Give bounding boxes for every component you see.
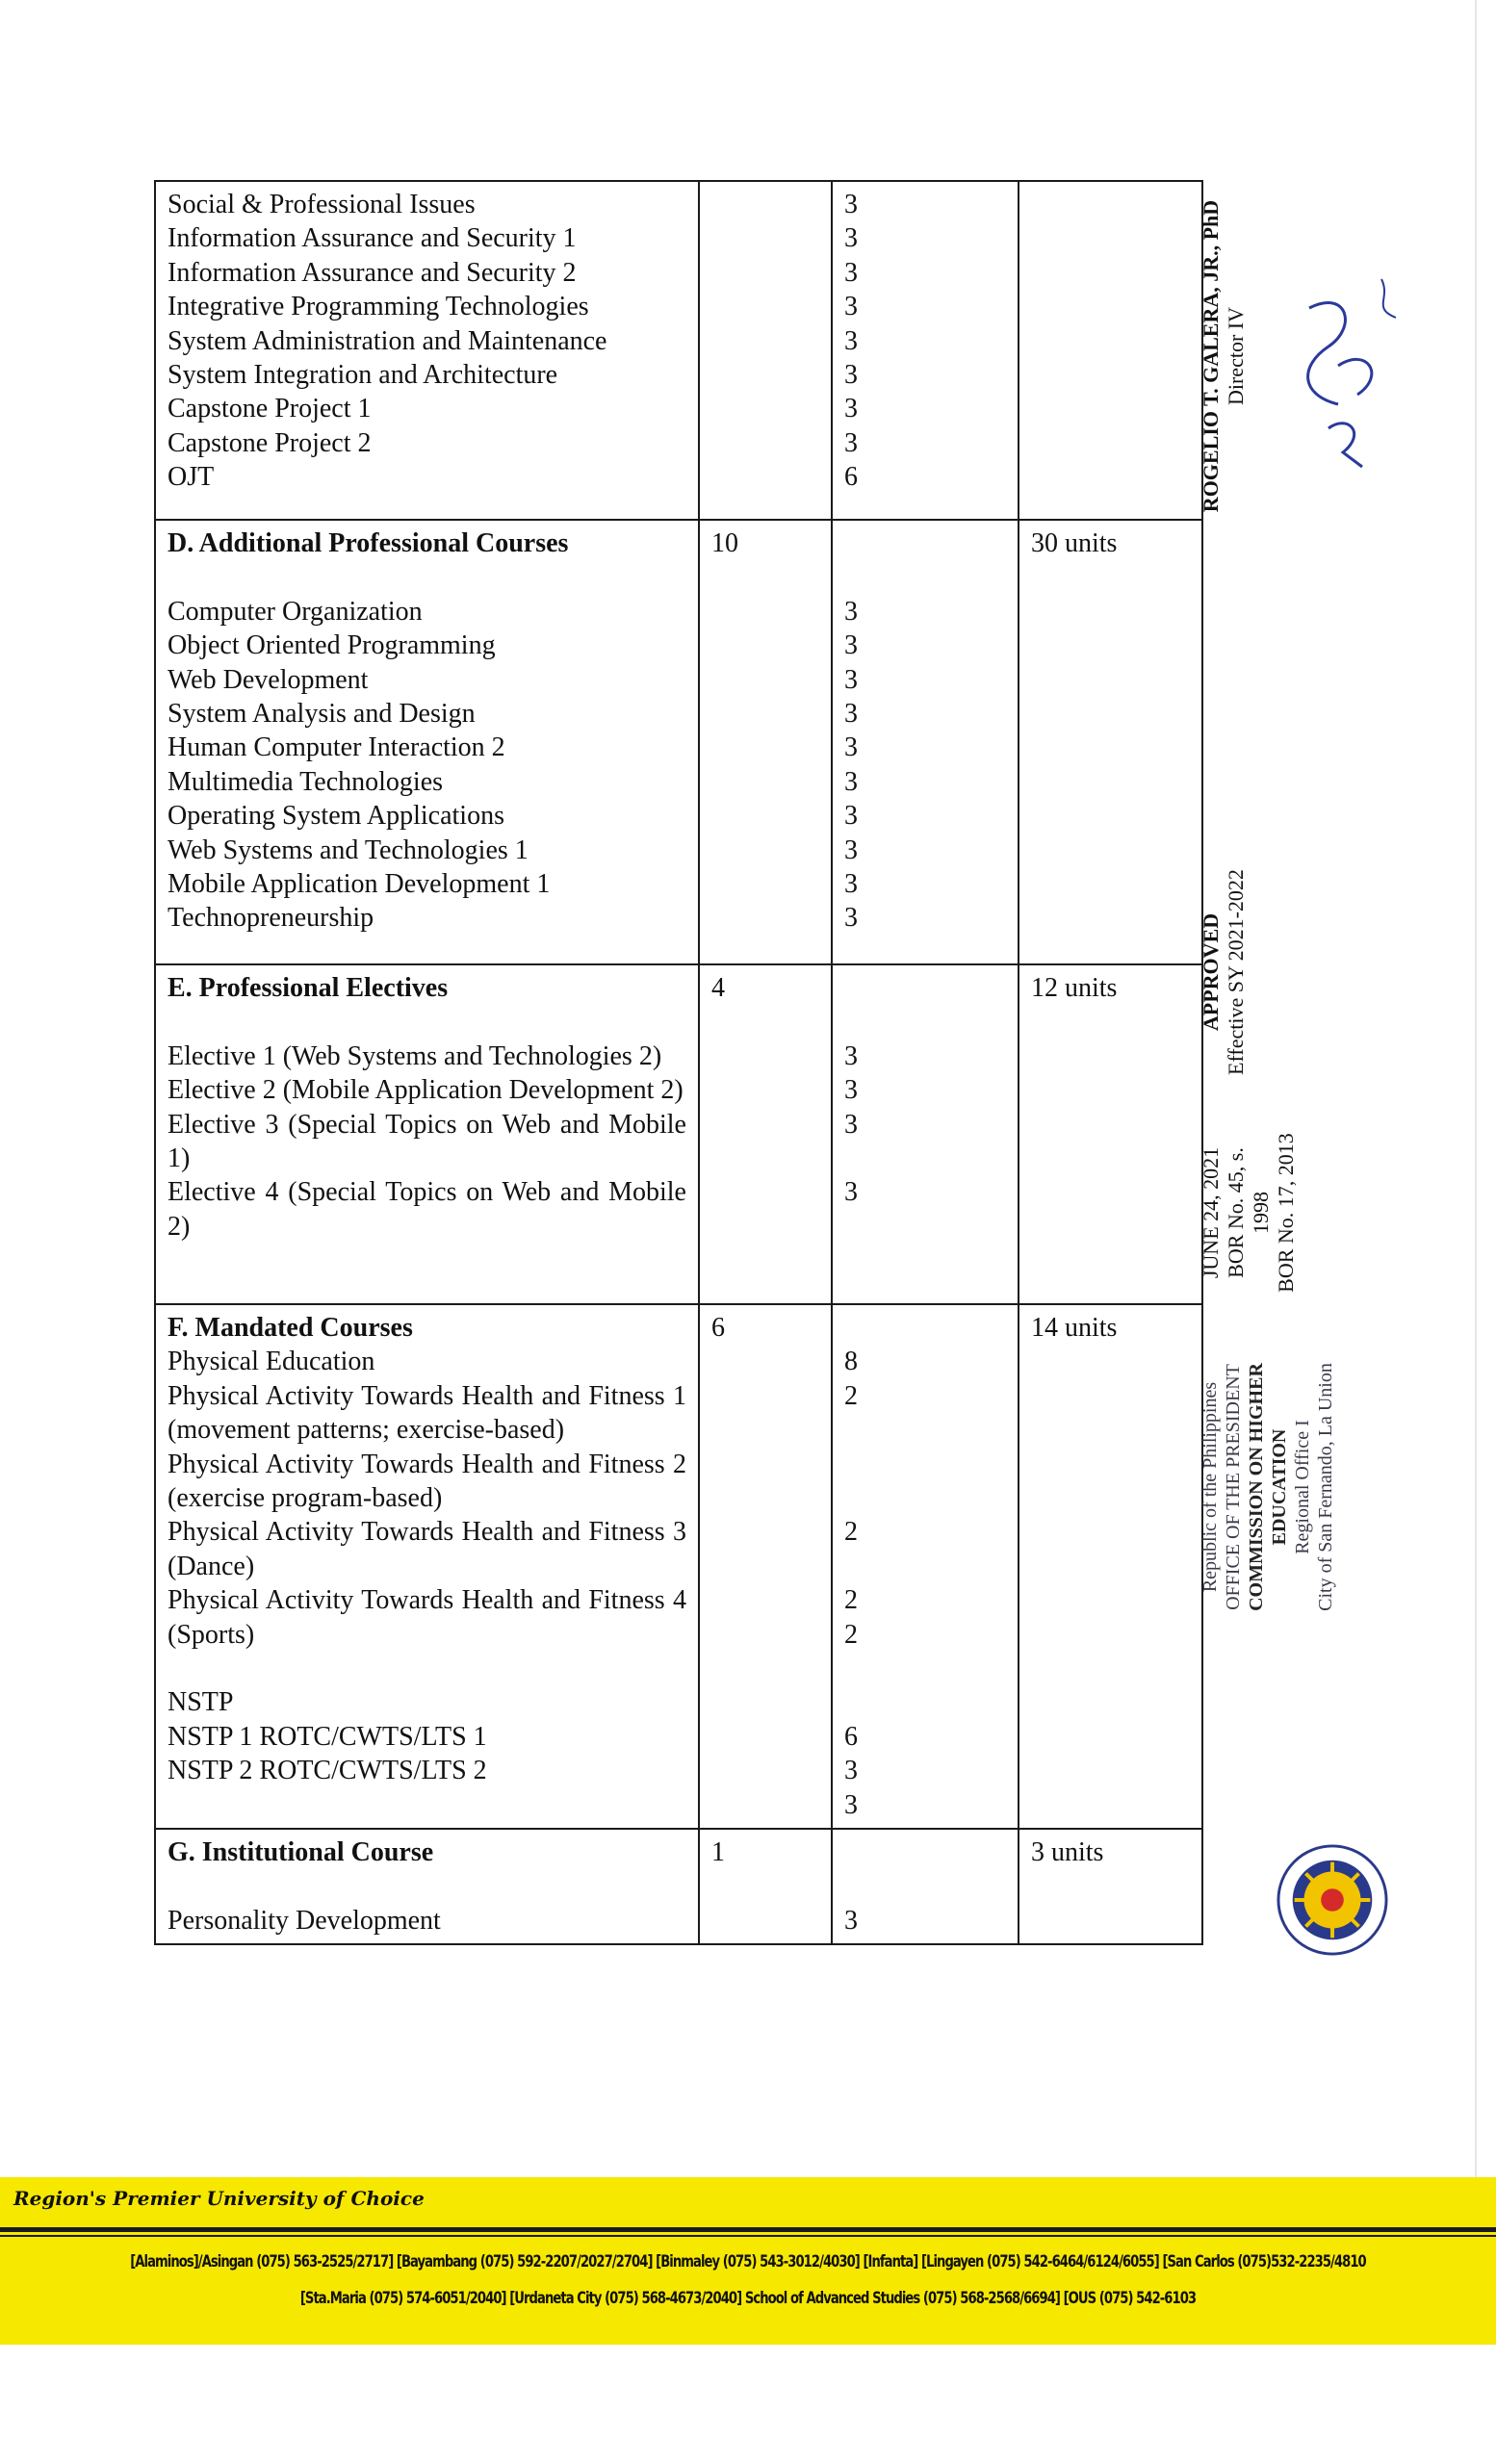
course-name: Physical Activity Towards Health and Fitness 2 (exercise program-based) [168,1449,686,1514]
course-count: 6 [711,1313,725,1343]
director-block [1199,164,1249,549]
ched-office-block [1199,1328,1337,1646]
course-units: 3 [844,190,858,219]
course-units: 2 [844,1380,858,1411]
units-list-c [832,181,1019,520]
footer-divider [0,2227,1496,2232]
course-name: Mobile Application Development 1 [168,869,551,900]
approved-block [1199,828,1337,1116]
course-name: Human Computer Interaction 2 [168,732,505,763]
course-name: Information Assurance and Security 2 [168,257,577,288]
course-name: NSTP 2 ROTC/CWTS/LTS 2 [168,1756,487,1786]
board-resolution-block [1199,1126,1337,1299]
course-count-cell [699,1304,832,1829]
course-name: Physical Activity Towards Health and Fitness 1 (movement patterns; exercise-based) [168,1380,686,1446]
course-units: 3 [844,1040,858,1071]
approval-date: JUNE 24, 2021 [1199,1146,1223,1279]
bor-reference-2: BOR No. 17, 2013 [1274,1133,1298,1293]
course-list-c [155,181,699,520]
course-name: Operating System Applications [168,801,504,832]
director-signature [1290,260,1415,481]
course-count-cell [699,1829,832,1944]
course-name: Elective 3 (Special Topics on Web and Mobile 1) [168,1109,686,1174]
course-name: System Integration and Architecture [168,360,558,391]
course-name: Elective 4 (Special Topics on Web and Mobile 2) [168,1177,686,1242]
course-units: 2 [844,1517,858,1548]
course-name: Personality Development [168,1905,441,1936]
section-heading: D. Additional Professional Courses [168,528,569,558]
course-units: 3 [844,732,858,763]
footer-band [0,2177,1496,2345]
course-name: NSTP 1 ROTC/CWTS/LTS 1 [168,1721,487,1752]
course-name: Capstone Project 2 [168,427,372,458]
city-text: City of San Fernando, La Union [1315,1363,1336,1611]
approval-stamp [1199,199,1353,1646]
director-title: Director IV [1224,307,1248,406]
course-units: 3 [844,834,858,865]
course-units: 3 [844,223,858,254]
course-list-g [155,1829,699,1944]
course-count-cell [699,181,832,520]
total-units: 3 units [1031,1836,1104,1867]
course-units: 8 [844,1347,858,1377]
course-name: OJT [168,462,215,493]
republic-text: Republic of the Philippines [1199,1381,1221,1593]
course-units: 3 [844,903,858,934]
director-name: ROGELIO T. GALERA, JR., PhD [1199,199,1223,513]
course-units: 2 [844,1619,858,1650]
total-units: 30 units [1031,528,1118,558]
course-list-d [155,520,699,964]
course-count: 4 [711,973,725,1003]
course-name: System Analysis and Design [168,699,476,730]
total-units-cell [1019,1304,1202,1829]
course-name: System Administration and Maintenance [168,325,607,356]
course-name: Capstone Project 1 [168,394,372,424]
course-list-e [155,964,699,1304]
total-units-cell [1019,1829,1202,1944]
course-units: 3 [844,394,858,424]
course-name: Social & Professional Issues [168,190,476,219]
course-name: Physical Education [168,1347,375,1377]
table-row-section-g [155,1829,1202,1944]
course-units: 6 [844,462,858,493]
course-name: Physical Activity Towards Health and Fitness 4 (Sports) [168,1585,686,1650]
campus-addresses-line-2: [Sta.Maria (075) 574-6051/2040] [Urdaneta City (075) 568-4673/2040] School of Advanced Studies (075) 568-2568/6694] [OUS (075) 542-6103 [299,2289,1197,2308]
course-units: 3 [844,1789,858,1820]
table-row-section-d [155,520,1202,964]
course-name: Elective 2 (Mobile Application Development 2) [168,1075,684,1106]
course-name: Integrative Programming Technologies [168,292,589,322]
ched-seal-icon [1276,1843,1389,1957]
course-name: Object Oriented Programming [168,630,496,661]
course-units: 3 [844,360,858,391]
table-row-section-c [155,181,1202,520]
units-list-d [832,520,1019,964]
course-units: 3 [844,1109,858,1140]
course-count-cell [699,520,832,964]
units-list-g [832,1829,1019,1944]
approved-label: APPROVED [1199,912,1223,1032]
section-heading: F. Mandated Courses [168,1313,413,1343]
course-name: Information Assurance and Security 1 [168,223,577,254]
university-tagline: Region's Premier University of Choice [13,2187,425,2210]
office-text: OFFICE OF THE PRESIDENT [1223,1364,1244,1610]
total-units: 14 units [1031,1313,1118,1343]
units-list-e [832,964,1019,1304]
course-name: Elective 1 (Web Systems and Technologies 2) [168,1040,662,1071]
course-list-f [155,1304,699,1829]
course-units: 6 [844,1721,858,1752]
course-name: Web Systems and Technologies 1 [168,834,529,865]
course-count: 1 [711,1836,725,1867]
units-list-f [832,1304,1019,1829]
total-units-cell [1019,964,1202,1304]
course-name: NSTP [168,1687,234,1718]
course-units: 3 [844,1756,858,1786]
course-name: Computer Organization [168,596,423,627]
course-name: Multimedia Technologies [168,766,444,797]
table-row-section-f [155,1304,1202,1829]
course-units: 3 [844,1905,858,1936]
section-heading: E. Professional Electives [168,973,449,1003]
table-row-section-e [155,964,1202,1304]
regional-text: Regional Office I [1292,1420,1313,1554]
course-units: 3 [844,596,858,627]
curriculum-table [154,180,1203,1945]
total-units-cell [1019,181,1202,520]
course-units: 3 [844,869,858,900]
course-units: 3 [844,427,858,458]
course-units: 3 [844,801,858,832]
total-units: 12 units [1031,973,1118,1003]
course-units: 2 [844,1585,858,1616]
course-count-cell [699,964,832,1304]
course-units: 3 [844,1177,858,1208]
course-units: 3 [844,664,858,695]
course-units: 3 [844,325,858,356]
bor-reference-1: BOR No. 45, s. 1998 [1224,1147,1273,1278]
footer-divider-thin [0,2235,1496,2237]
course-count: 10 [711,528,738,558]
total-units-cell [1019,520,1202,964]
course-name: Physical Activity Towards Health and Fitness 3 (Dance) [168,1517,686,1581]
scan-edge [1475,0,1477,2214]
section-heading: G. Institutional Course [168,1836,434,1867]
commission-text: COMMISSION ON HIGHER EDUCATION [1246,1363,1290,1611]
course-units: 3 [844,257,858,288]
course-units: 3 [844,292,858,322]
course-units: 3 [844,766,858,797]
effective-text: Effective SY 2021-2022 [1224,869,1248,1075]
campus-addresses-line-1: [Alaminos]/Asingan (075) 563-2525/2717] [Bayambang (075) 592-2207/2027/2704] [Binmaley (075) 543-3012/4030] [Infanta] [Lingayen (075) 542-6464/6124/6055] [San Carlos (075)532-2235/4810 [130,2252,1366,2272]
course-units: 3 [844,699,858,729]
course-units: 3 [844,1075,858,1106]
course-name: Technopreneurship [168,903,374,934]
course-name: Web Development [168,664,369,695]
course-units: 3 [844,630,858,661]
